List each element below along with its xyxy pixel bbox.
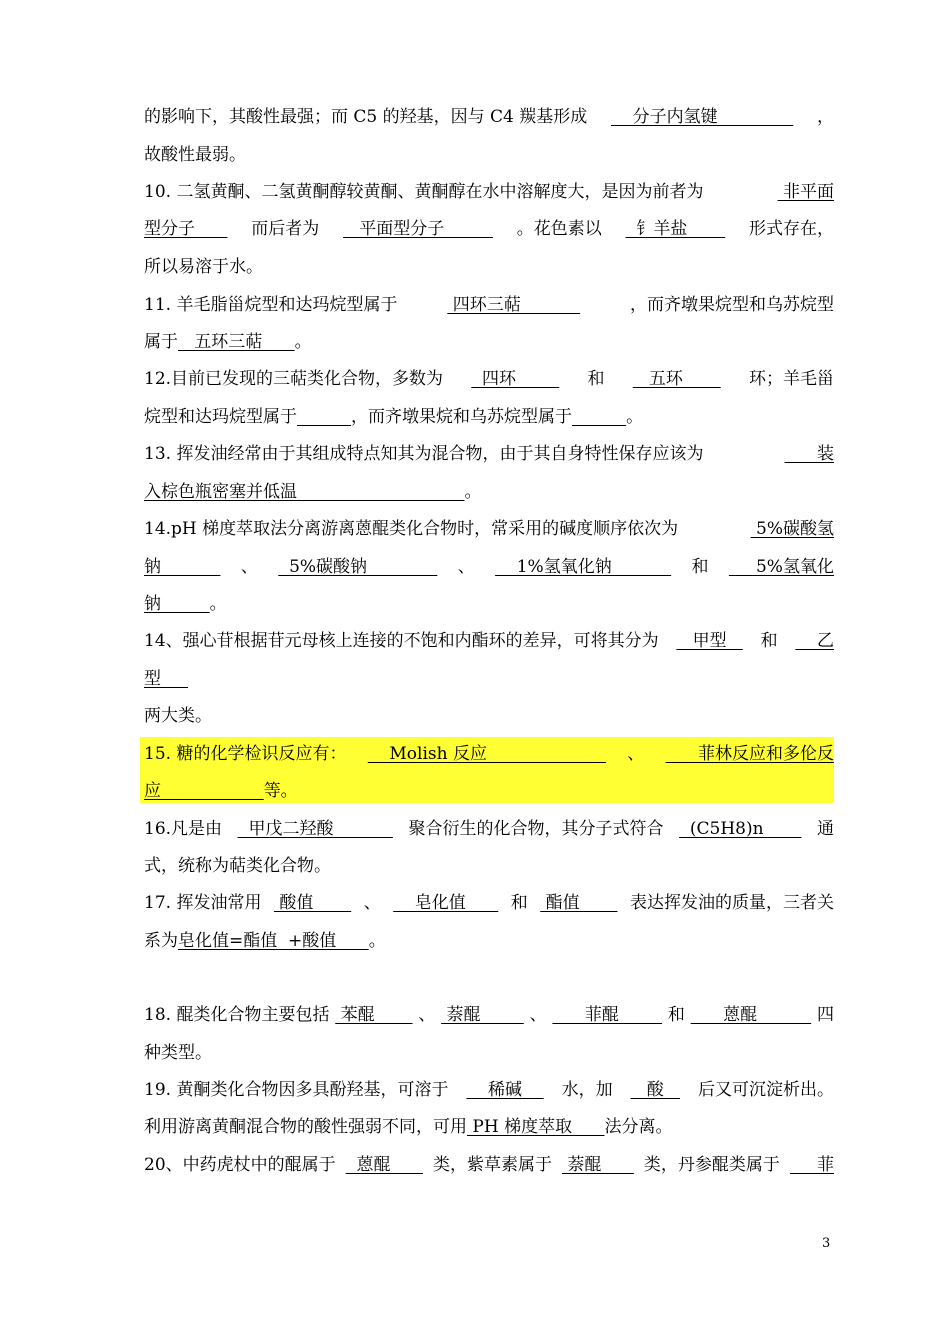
answer-blank: 5%氢氧化 [728,557,834,577]
answer-blank [572,407,626,427]
answer-blank: 四环三萜 [447,295,581,315]
text-line [144,743,834,765]
text-line [144,181,834,203]
text-run: 、 [457,557,475,577]
text-run: 四 [816,1005,834,1025]
text-line [144,106,834,128]
text-run: 12.目前已发现的三萜类化合物，多数为 [144,369,444,389]
text-line [144,556,834,578]
answer-blank: 五环 [632,369,721,389]
text-line [144,818,834,840]
text-run: 的影响下，其酸性最强；而 C5 的羟基，因与 C4 羰基形成 [144,107,588,127]
text-line [144,705,834,727]
text-line [144,1116,834,1138]
text-run: 法分离。 [604,1117,673,1137]
answer-blank: 菲醌 [552,1005,663,1025]
text-line [144,256,834,278]
text-run: 、 [418,1005,436,1025]
answer-blank: 1%氢氧化钠 [495,557,672,577]
text-run: 。 [626,407,644,427]
text-run: 和 [667,1005,685,1025]
text-run: 和 [760,631,778,651]
answer-blank: 乙 [795,631,834,651]
answer-blank: 蒽醌 [690,1005,812,1025]
text-line [144,630,834,652]
text-run: 环；羊毛甾 [748,369,834,389]
answer-blank: 钠 [144,594,210,614]
text-run: 13. 挥发油经常由于其组成特点知其为混合物，由于其自身特性保存应该为 [144,444,704,464]
text-line [144,1042,834,1064]
text-run: 和 [587,369,605,389]
text-run: 聚合衍生的化合物，其分子式符合 [408,819,664,839]
answer-blank: 皂化值=酯值 +酸值 [178,931,369,951]
answer-blank: 非平面 [777,182,834,202]
text-line [144,855,834,877]
text-run: 、 [363,893,381,913]
answer-blank: 皂化值 [393,893,499,913]
answer-blank: 5%碳酸钠 [278,557,438,577]
text-run: 16.凡是由 [144,819,223,839]
page-number: 3 [822,1236,831,1251]
text-run: 类，丹参醌类属于 [643,1155,780,1175]
text-run: 所以易溶于水。 [144,257,263,277]
answer-blank: 蒽醌 [345,1155,423,1175]
text-line [144,368,834,390]
text-line [144,593,834,615]
answer-blank: 甲戊二羟酸 [237,819,393,839]
text-run: 19. 黄酮类化合物因多具酚羟基，可溶于 [144,1080,449,1100]
text-line [144,331,834,353]
text-run: 等。 [263,781,298,801]
answer-blank: 五环三萜 [178,332,295,352]
answer-blank: 苯醌 [335,1005,413,1025]
text-run: 18. 醌类化合物主要包括 [144,1005,330,1025]
text-run: ，而齐墩果烷和乌苏烷型属于 [351,407,573,427]
text-run: ， [816,107,834,127]
text-run: ，而齐墩果烷型和乌苏烷型 [630,295,834,315]
text-run: 20、中药虎杖中的醌属于 [144,1155,336,1175]
text-line [144,518,834,540]
text-line [144,481,834,503]
text-run: 。 [294,332,312,352]
answer-blank: 酸 [630,1080,681,1100]
text-run: 。花色素以 [516,219,602,239]
answer-blank: 钠 [144,557,221,577]
text-line [144,668,834,690]
text-run: 表达挥发油的质量，三者关 [629,893,834,913]
text-run: 和 [691,557,709,577]
text-run: 水，加 [561,1080,613,1100]
answer-blank: 甲型 [676,631,743,651]
answer-blank: 酸值 [273,893,352,913]
answer-blank: PH 梯度萃取 [467,1117,605,1137]
text-line [144,892,834,914]
text-line [144,1004,834,1026]
text-run: 。 [209,594,227,614]
text-run: 10. 二氢黄酮、二氢黄酮醇较黄酮、黄酮醇在水中溶解度大，是因为前者为 [144,182,704,202]
text-line [144,294,834,316]
text-run: 两大类。 [144,706,212,726]
answer-blank: 5%碳酸氢 [750,519,834,539]
text-run: 、 [627,744,645,764]
answer-blank [297,407,351,427]
answer-blank: 菲 [789,1155,834,1175]
text-run: 形式存在， [749,219,834,239]
answer-blank: 四环 [471,369,560,389]
text-run: 14、强心苷根据苷元母核上连接的不饱和内酯环的差异，可将其分为 [144,631,659,651]
text-run: 种类型。 [144,1043,212,1063]
answer-blank: 酯值 [540,893,618,913]
answer-blank: 入棕色瓶密塞并低温 [144,482,465,502]
text-run: 14.pH 梯度萃取法分离游离蒽醌类化合物时，常采用的碱度顺序依次为 [144,519,679,539]
text-run: 利用游离黄酮混合物的酸性强弱不同，可用 [144,1117,467,1137]
text-run: 系为 [144,931,178,951]
answer-blank: 稀碱 [466,1080,544,1100]
text-line [144,443,834,465]
text-line [144,1154,834,1176]
text-run: 、 [529,1005,547,1025]
text-run: 17. 挥发油常用 [144,893,262,913]
text-run: 类，紫草素属于 [432,1155,552,1175]
answer-blank: 萘醌 [562,1155,634,1175]
text-run: 、 [240,557,258,577]
answer-blank: 分子内氢键 [610,107,794,127]
answer-blank: 平面型分子 [343,219,493,239]
text-run: 后又可沉淀析出。 [698,1080,834,1100]
text-run: 通 [816,819,834,839]
text-line [144,218,834,240]
text-run: 而后者为 [251,219,320,239]
text-line [144,1079,834,1101]
text-line [144,780,834,802]
text-line [144,406,834,428]
text-run: 烷型和达玛烷型属于 [144,407,297,427]
text-run: 式，统称为萜类化合物。 [144,856,331,876]
answer-blank: 型 [144,669,189,689]
text-run: 11. 羊毛脂甾烷型和达玛烷型属于 [144,295,398,315]
text-run: 。 [368,931,386,951]
answer-blank: 萘醌 [441,1005,524,1025]
text-run: 属于 [144,332,178,352]
answer-blank: 菲林反应和多伦反 [665,744,834,764]
answer-blank: Molish 反应 [367,744,606,764]
text-line [144,144,834,166]
text-line [144,930,834,952]
answer-blank: 装 [784,444,834,464]
answer-blank: 应 [144,781,264,801]
text-run: 和 [510,893,528,913]
answer-blank: 型分子 [144,219,228,239]
answer-blank: 钅羊盐 [625,219,726,239]
text-run: 故酸性最弱。 [144,145,246,165]
answer-blank: (C5H8)n [679,819,802,839]
text-run: 15. 糖的化学检识反应有： [144,744,347,764]
text-run: 。 [464,482,482,502]
